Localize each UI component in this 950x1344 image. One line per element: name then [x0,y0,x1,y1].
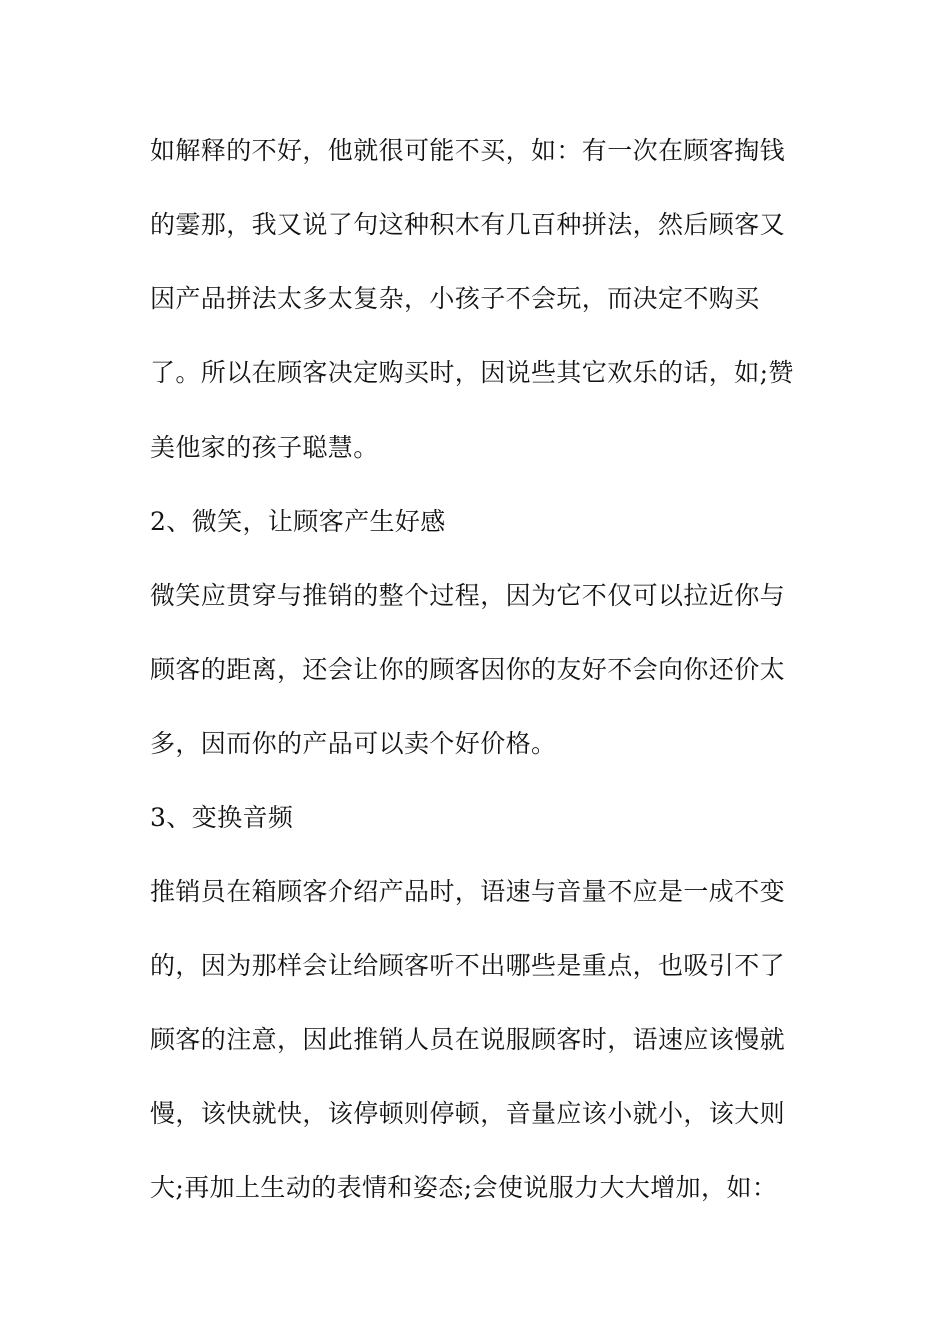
section-heading: 2、微笑，让顾客产生好感 [150,507,446,536]
paragraph-line: 顾客的距离，还会让你的顾客因你的友好不会向你还价太 [150,655,786,684]
paragraph-line: 如解释的不好，他就很可能不买，如：有一次在顾客掏钱 [150,136,786,165]
paragraph-line: 的霎那，我又说了句这种积木有几百种拼法，然后顾客又 [150,210,786,239]
paragraph-line: 的，因为那样会让给顾客听不出哪些是重点，也吸引不了 [150,951,786,980]
paragraph-line: 微笑应贯穿与推销的整个过程，因为它不仅可以拉近你与 [150,581,786,610]
paragraph-line: 慢，该快就快，该停顿则停顿，音量应该小就小，该大则 [150,1099,786,1128]
paragraph-line: 多，因而你的产品可以卖个好价格。 [150,729,557,758]
paragraph-line: 因产品拼法太多太复杂，小孩子不会玩，而决定不购买 [150,284,760,313]
section-heading: 3、变换音频 [150,803,294,832]
paragraph-line: 推销员在箱顾客介绍产品时，语速与音量不应是一成不变 [150,877,786,906]
paragraph-line: 大;再加上生动的表情和姿态;会使说服力大大增加，如： [150,1173,778,1202]
paragraph-line: 顾客的注意，因此推销人员在说服顾客时，语速应该慢就 [150,1025,786,1054]
paragraph-line: 美他家的孩子聪慧。 [150,433,379,462]
paragraph-line: 了。所以在顾客决定购买时，因说些其它欢乐的话，如;赞 [150,358,794,387]
